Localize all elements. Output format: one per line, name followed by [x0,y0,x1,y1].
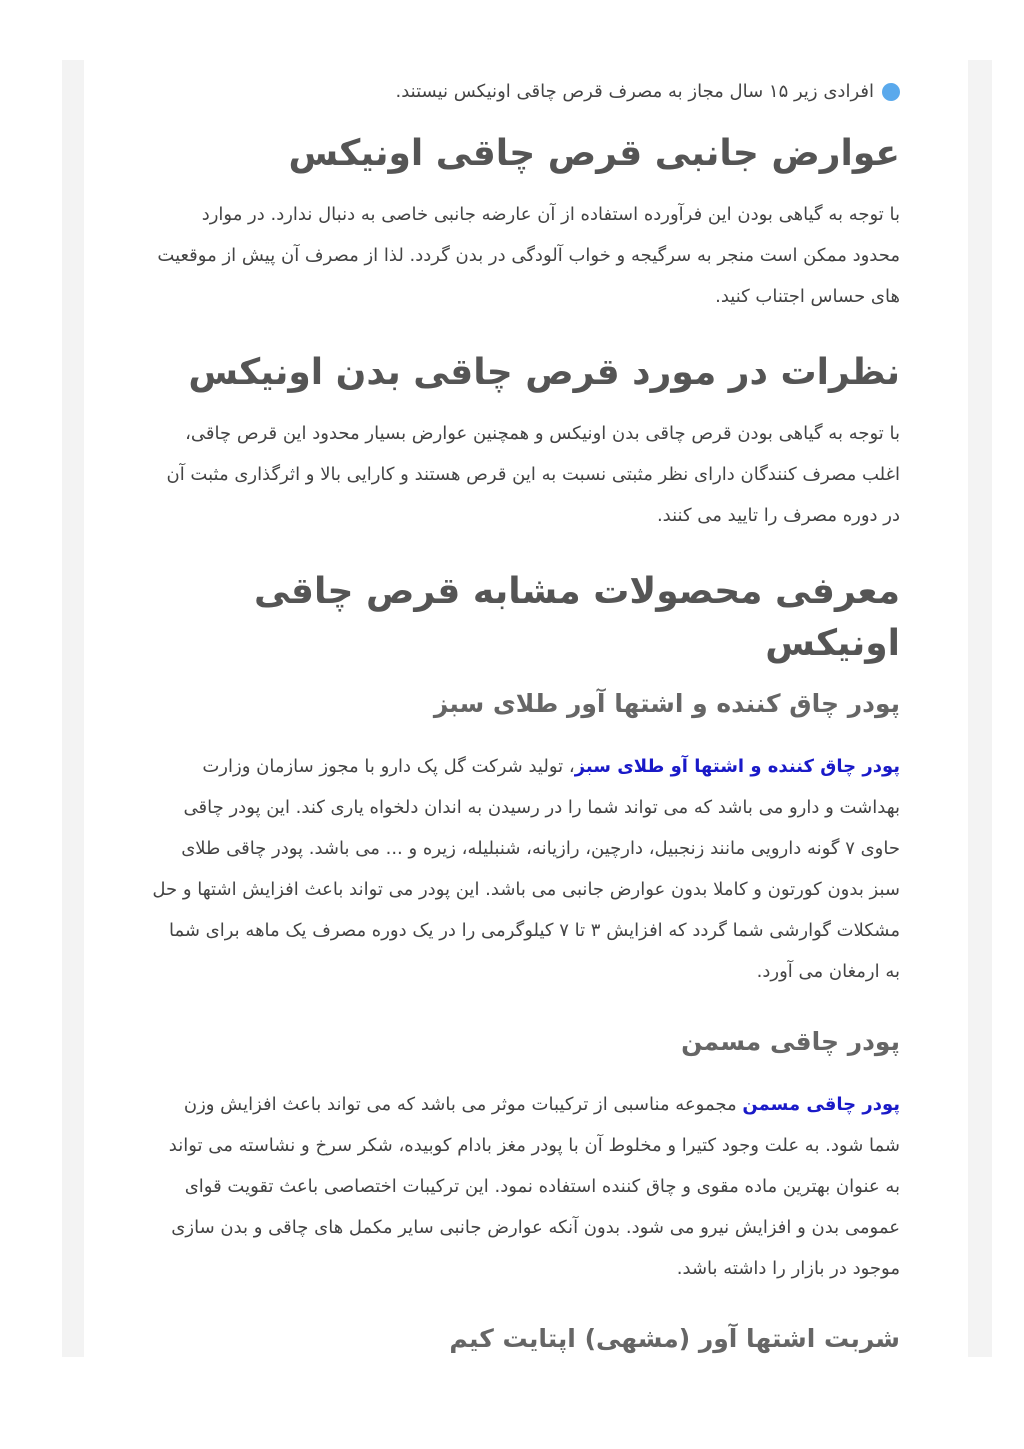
article-content [150,72,900,1381]
reviews-paragraph: با توجه به گیاهی بودن قرص چاقی بدن اونیکس و همچنین عوارض بسیار محدود این قرص چاقی، اغلب مصرف کنندگان دارای نظر مثبتی نسبت به این قرص هستند و کارایی بالا و اثرگذاری مثبت آن در دوره مصرف را تایید می کنند. [166,423,900,526]
green-gold-powder-text: ، تولید شرکت گل پک دارو با مجوز سازمان وزارت بهداشت و دارو می باشد که می تواند شما را در رسیدن به اندان دلخواه یاری کند. این پودر چاقی حاوی ۷ گونه دارویی مانند زنجبیل، دارچین، رازیانه، شنبلیله، زیره و ... می باشد. پودر چاقی طلای سبز بدون کورتون و کاملا بدون عوارض جانبی می باشد. این پودر می تواند باعث افزایش اشتها و حل مشکلات گوارشی شما گردد که افزایش ۳ تا ۷ کیلوگرمی را در یک دوره مصرف یک ماهه برای شما به ارمغان می آورد. [152,756,900,982]
similar-products-heading: معرفی محصولات مشابه قرص چاقی اونیکس [253,571,900,664]
appetite-syrup-heading: شربت اشتها آور (مشهی) اپتایت کیم [449,1324,900,1353]
mosamman-powder-paragraph [150,1084,900,1289]
side-effects-paragraph: با توجه به گیاهی بودن این فرآورده استفاده از آن عارضه جانبی خاصی به دنبال ندارد. در موارد محدود ممکن است منجر به سرگیجه و خواب آلودگی در بدن گردد. لذا از مصرف آن پیش از موقعیت های حساس اجتناب کنید. [157,204,900,307]
age-warning-bullet [150,72,900,112]
green-gold-powder-heading: پودر چاق کننده و اشتها آور طلای سبز [433,689,900,718]
side-effects-heading: عوارض جانبی قرص چاقی اونیکس [288,133,900,174]
left-gutter [62,60,84,1357]
mosamman-powder-heading: پودر چاقی مسمن [681,1027,900,1056]
age-warning-text: افرادی زیر ۱۵ سال مجاز به مصرف قرص چاقی اونیکس نیستند. [395,81,874,102]
right-gutter [968,60,992,1357]
green-gold-powder-link[interactable]: پودر چاق کننده و اشتها آو طلای سبز [574,756,900,777]
reviews-heading: نظرات در مورد قرص چاقی بدن اونیکس [188,352,900,393]
mosamman-powder-link[interactable]: پودر چاقی مسمن [742,1094,900,1115]
bullet-dot-icon [882,83,900,101]
mosamman-powder-text: مجموعه مناسبی از ترکیبات موثر می باشد که می تواند باعث افزایش وزن شما شود. به علت وجود کتیرا و مخلوط آن با پودر مغز بادام کوبیده، شکر سرخ و نشاسته می تواند به عنوان بهترین ماده مقوی و چاق کننده استفاده نمود. این ترکیبات اختصاصی باعث تقویت قوای عمومی بدن و افزایش نیرو می شود. بدون آنکه عوارض جانبی سایر مکمل های چاقی و بدن سازی موجود در بازار را داشته باشد. [168,1094,900,1279]
green-gold-powder-paragraph [150,746,900,992]
